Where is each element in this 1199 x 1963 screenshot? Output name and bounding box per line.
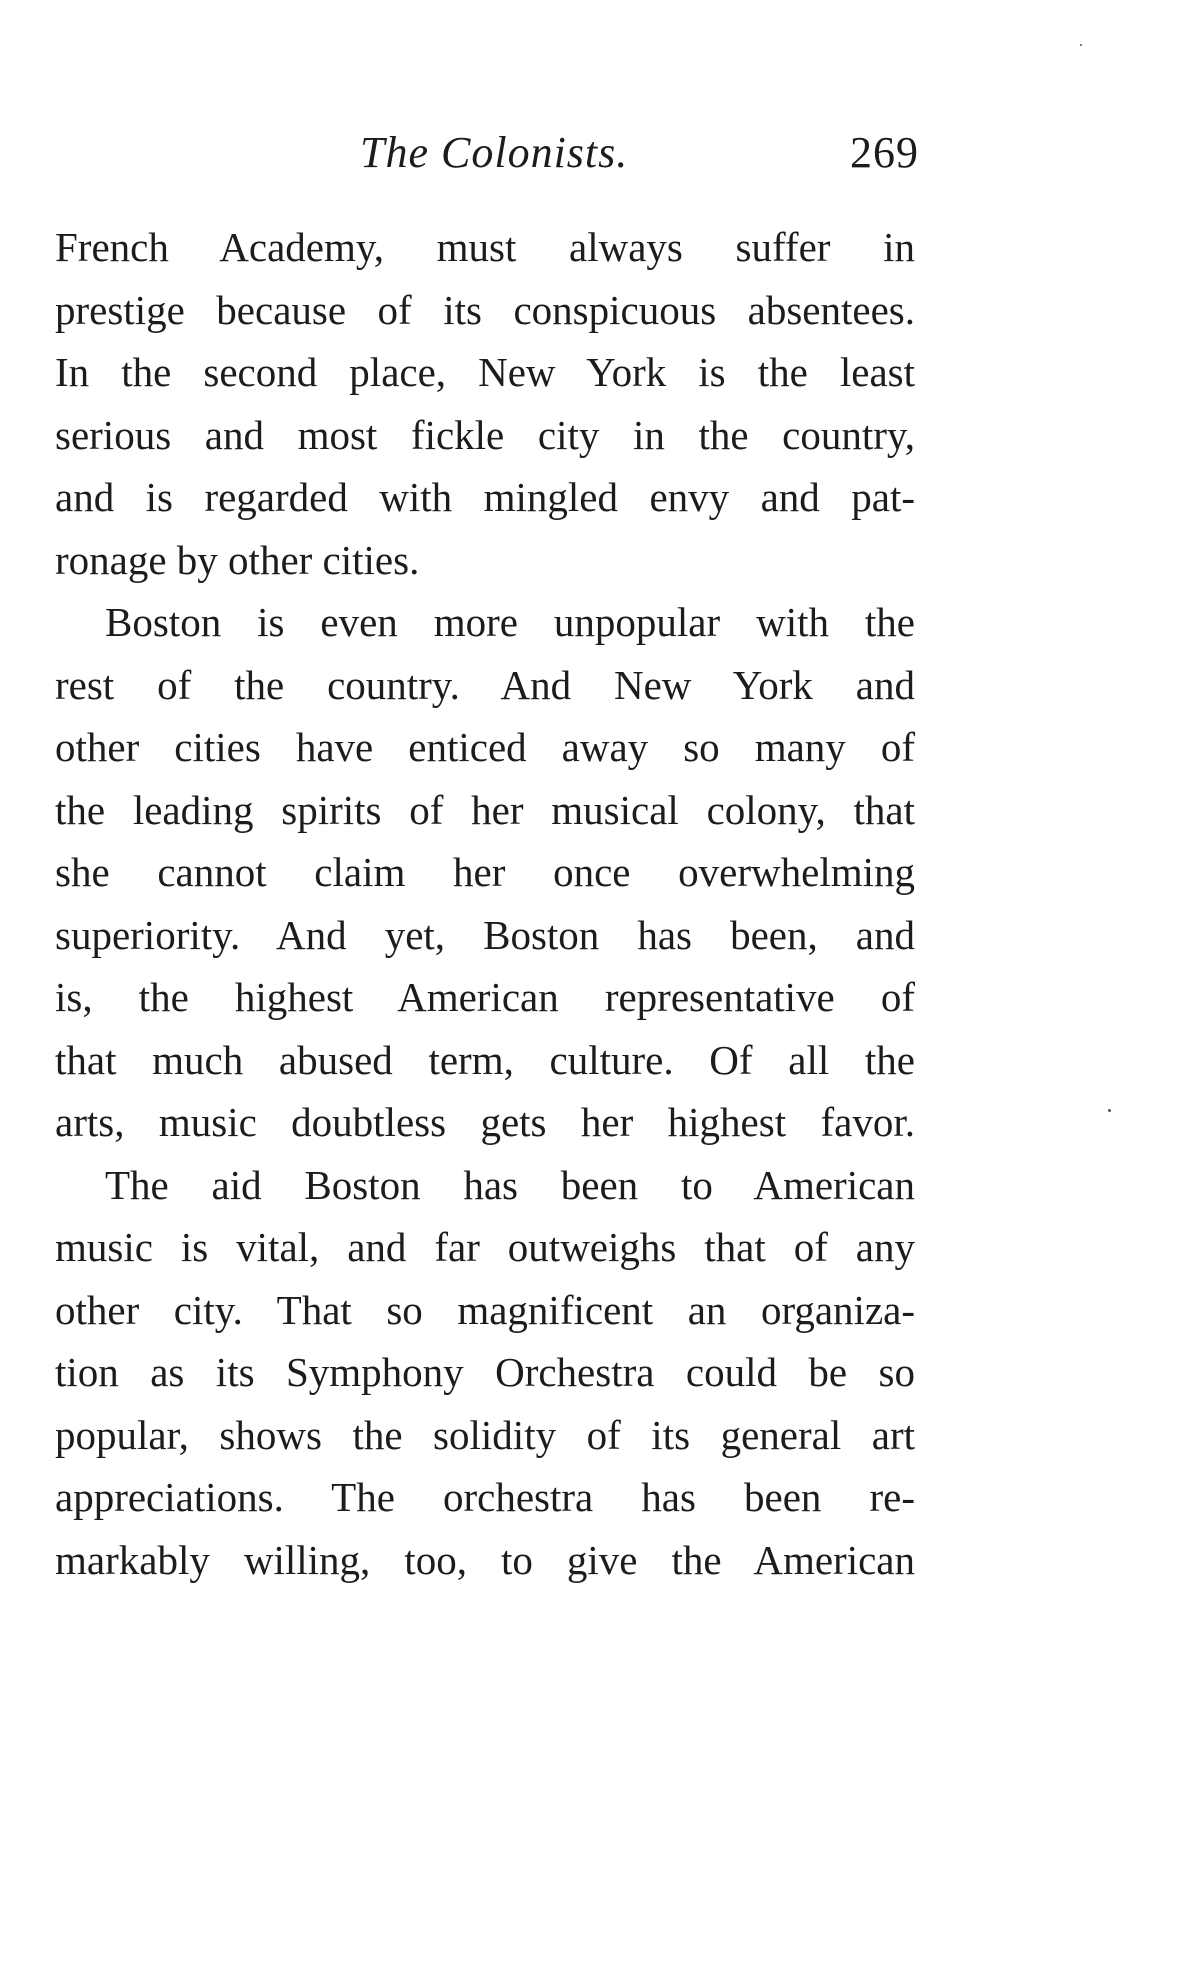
paper-speck (1108, 1109, 1111, 1112)
text-line: markably willing, too, to give the American (55, 1536, 915, 1583)
paper-speck (1080, 44, 1082, 46)
running-title: The Colonists. (360, 128, 629, 177)
text-line: rest of the country. And New York and (55, 661, 915, 708)
running-head (0, 128, 1199, 178)
text-line: Boston is even more unpopular with the (105, 599, 915, 645)
text-line: arts, music doubtless gets her highest favor. (55, 1099, 915, 1145)
page-number: 269 (850, 128, 919, 177)
text-line: that much abused term, culture. Of all the (55, 1036, 915, 1083)
text-line: popular, shows the solidity of its general art (55, 1411, 915, 1458)
text-line: and is regarded with mingled envy and pat- (55, 474, 915, 520)
text-line: appreciations. The orchestra has been re- (55, 1474, 915, 1520)
text-line: serious and most fickle city in the country, (55, 411, 915, 458)
text-line: In the second place, New York is the least (55, 349, 915, 395)
text-line: French Academy, must always suffer in (55, 224, 915, 270)
text-line: The aid Boston has been to American (105, 1161, 915, 1208)
text-line: superiority. And yet, Boston has been, and (55, 911, 915, 958)
text-line: the leading spirits of her musical colony, that (55, 786, 915, 833)
text-line: other cities have enticed away so many of (55, 724, 915, 770)
text-line: prestige because of its conspicuous absentees. (55, 286, 915, 333)
text-line: music is vital, and far outweighs that of any (55, 1224, 915, 1270)
text-line: tion as its Symphony Orchestra could be so (55, 1349, 915, 1395)
text-line: is, the highest American representative of (55, 974, 915, 1020)
body-text (55, 216, 915, 1591)
text-line: other city. That so magnificent an organiza- (55, 1286, 915, 1333)
text-line: ronage by other cities. (55, 536, 420, 583)
text-line: she cannot claim her once overwhelming (55, 849, 915, 895)
